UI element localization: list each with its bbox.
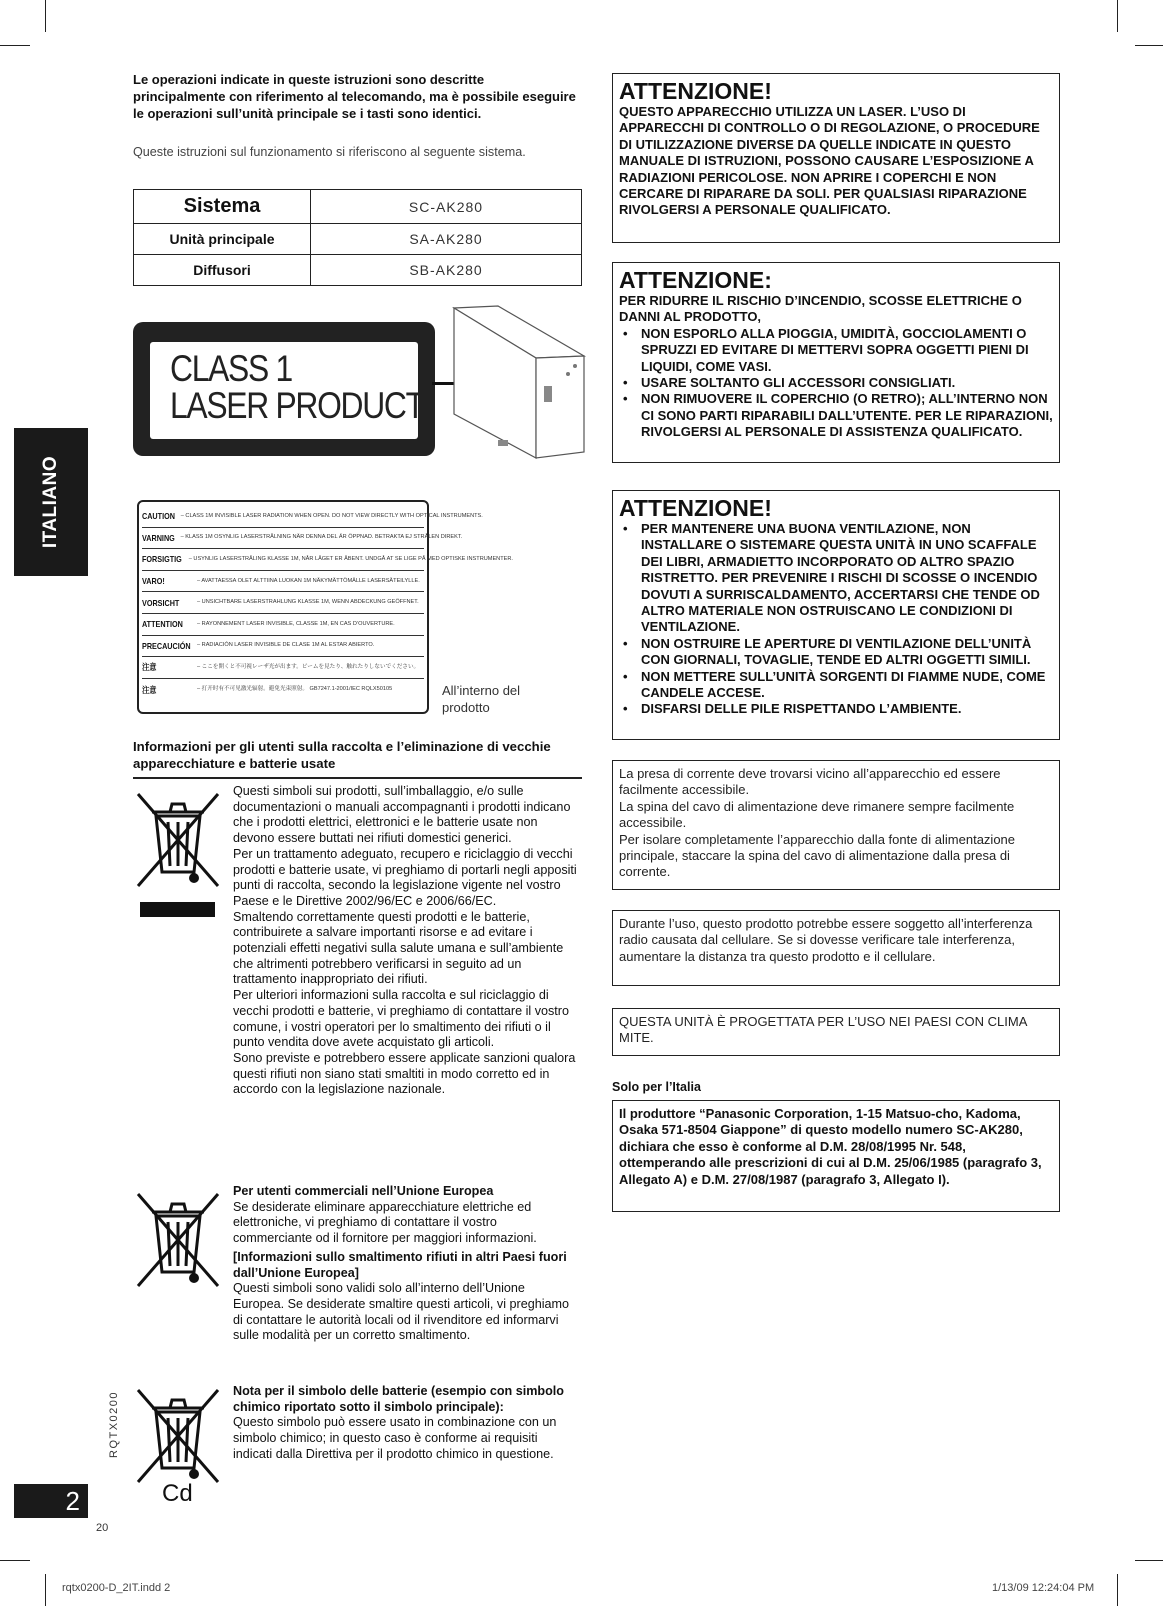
page-number: 2 <box>14 1484 88 1518</box>
warning-key: VARO! <box>142 576 165 587</box>
box-heading: ATTENZIONE: <box>619 267 772 293</box>
intro-bold: Le operazioni indicate in queste istruzioni sono descritte principalmente con riferimento al telecomando, ma è possibile eseguire le operazioni sull’unità principale se i tasti sono identici. <box>133 72 576 121</box>
table-row <box>134 190 582 224</box>
box-text: QUESTO APPARECCHIO UTILIZZA UN LASER. L’USO DI APPARECCHI DI CONTROLLO O DI REGOLAZIONE, O PROCEDURE DI UTILIZZAZIONE DIVERSE DA QUELLE INDICATE IN QUESTO MANUALE DI ISTRUZIONI, POSSONO CAUSARE L’ESPOSIZIONE A RADIAZIONI PERICOLOSE. NON APRIRE I COPERCHI E NON CERCARE DI RIPARARE DA SOLI. PER QUALSIASI RIPARAZIONE RIVOLGERSI A PERSONALE QUALIFICATO. <box>619 104 1040 218</box>
warning-key: 注意 <box>142 684 157 695</box>
box-heading: ATTENZIONE! <box>619 495 772 521</box>
waste-para: Per ulteriori informazioni sulla raccolta e sul riciclaggio di vecchi prodotti e batterie, vi preghiamo di contattare il vostro comune, i vostri operatori per lo smaltimento dei rifiuti o il punto vendita dove avete acquistato gli articoli. <box>233 988 570 1050</box>
warning-text: – AVATTAESSA OLET ALTTIINA LUOKAN 1M NÄKYMÄTTÖMÄLLE LASERSÄTEILYLLE. <box>197 577 420 584</box>
inside-product-caption <box>442 682 542 716</box>
outside-eu-text: Questi simboli sono validi solo all’interno dell’Unione Europea. Se desiderate smaltire questi articoli, vi preghiamo di contattare le autorità locali od il rivenditore ed informarvi sulle modalità per un corretto smaltimento. <box>233 1281 570 1343</box>
list-item: • NON RIMUOVERE IL COPERCHIO (O RETRO); ALL’INTERNO NON CI SONO PARTI RIPARABILI DALL’UTENTE. PER LE RIPARAZIONI, RIVOLGERSI AL PERSONALE DI ASSISTENZA QUALIFICATO. <box>619 391 1053 440</box>
climate-box <box>612 1008 1060 1056</box>
crop-mark <box>1117 1574 1118 1606</box>
box-intro: PER RIDURRE IL RISCHIO D’INCENDIO, SCOSSE ELETTRICHE O DANNI AL PRODOTTO, <box>619 293 1022 325</box>
box-line: Per isolare completamente l’apparecchio dalla fonte di alimentazione principale, staccare la spina del cavo di alimentazione dalla presa di corrente. <box>619 831 1016 880</box>
warning-key: 注意 <box>142 662 157 673</box>
warning-key: VORSICHT <box>142 597 180 608</box>
waste-para: Questi simboli sui prodotti, sull’imballaggio, e/o sulle documentazioni o manuali accompagnanti i prodotti indicano che i prodotti elettrici, elettronici e le batterie usate non devono essere buttati nei rifiuti domestici generici. <box>233 784 571 846</box>
warning-text: – 打开时有不可见激光辐射。避免光束照射。 GB7247.1-2001/IEC RQLX50105 <box>197 686 393 693</box>
list-item: • PER MANTENERE UNA BUONA VENTILAZIONE, NON INSTALLARE O SISTEMARE QUESTA UNITÀ IN UNO SCAFFALE DEI LIBRI, ARMADIETTO INCORPORATO OD ALTRO SPAZIO RISTRETTO. PER PREVENIRE I RISCHI DI SCOSSE O INCENDIO DOVUTI A SURRISCALDAMENTO, ACCERTARSI CHE TENDE OD ALTRO MATERIALE NON OSTRUISCANO LE CONDIZIONI DI VENTILAZIONE. <box>619 521 1053 636</box>
table-cell-label: Unità principale <box>134 224 311 255</box>
solo-italia-box <box>612 1100 1060 1212</box>
laser-label-line2: LASER PRODUCT <box>170 385 424 426</box>
crossed-bin-icon <box>132 1382 222 1487</box>
warning-key: CAUTION <box>142 511 175 522</box>
solo-italia-title: Solo per l’Italia <box>612 1080 701 1094</box>
warning-text: – RAYONNEMENT LASER INVISIBLE, CLASSE 1M, EN CAS D’OUVERTURE. <box>197 620 395 627</box>
crop-mark <box>1135 1560 1163 1561</box>
business-title: Per utenti commerciali nell’Unione Europea <box>233 1184 494 1198</box>
crop-mark <box>45 1574 46 1606</box>
box-line: La spina del cavo di alimentazione deve rimanere sempre facilmente accessibile. <box>619 798 1015 831</box>
list-item: • USARE SOLTANTO GLI ACCESSORI CONSIGLIATI. <box>619 375 1053 391</box>
crop-mark <box>0 45 30 46</box>
box-heading: ATTENZIONE! <box>619 78 772 104</box>
bin-underbar <box>140 902 215 917</box>
ventilation-warning-box <box>612 490 1060 740</box>
waste-para: Smaltendo correttamente questi prodotti e le batterie, contribuirete a salvare importanti risorse e ad evitare i potenziali effetti negativi sulla salute umana e sull’ambiente che altrimenti potrebbero verificarsi in seguito ad un trattamento inappropriato dei rifiuti. <box>233 909 564 987</box>
table-row <box>134 255 582 286</box>
warning-key: ATTENTION <box>142 619 183 630</box>
interference-box <box>612 910 1060 986</box>
battery-title: Nota per il simbolo delle batterie (esempio con simbolo chimico riportato sotto il simbolo principale): <box>233 1384 564 1414</box>
warning-row <box>142 506 483 528</box>
table-cell-value: SB-AK280 <box>311 255 582 286</box>
warning-row <box>142 528 463 550</box>
intro-light: Queste istruzioni sul funzionamento si riferiscono al seguente sistema. <box>133 145 526 159</box>
list-item: • NON ESPORLO ALLA PIOGGIA, UMIDITÀ, GOCCIOLAMENTI O SPRUZZI ED EVITARE DI METTERVI SOPRA OGGETTI PIENI DI LIQUIDI, COME VASI. <box>619 326 1053 375</box>
warning-row <box>142 614 424 636</box>
waste-para: Per un trattamento adeguato, recupero e riciclaggio di vecchi prodotti e batterie usate, vi preghiamo di portarli negli appositi punti di raccolta, secondo la legislazione vigente nel vostro Paese e le Direttive 2002/96/EC e 2006/66/EC. <box>233 846 577 908</box>
laser-warning-box <box>612 73 1060 243</box>
product-unit-illustration <box>448 302 590 462</box>
crossed-bin-icon <box>132 786 222 891</box>
list-item: • NON METTERE SULL’UNITÀ SORGENTI DI FIAMME NUDE, COME CANDELE ACCESE. <box>619 669 1053 702</box>
inside-caption-text: All’interno del prodotto <box>442 683 521 715</box>
warning-row <box>142 571 424 593</box>
warning-row <box>142 657 424 679</box>
language-tab <box>14 428 88 576</box>
crop-mark <box>1117 0 1118 32</box>
table-row <box>134 224 582 255</box>
warning-text: – CLASS 1M INVISIBLE LASER RADIATION WHEN OPEN. DO NOT VIEW DIRECTLY WITH OPTICAL INSTRUMENTS. <box>180 512 483 519</box>
fire-warning-box <box>612 262 1060 463</box>
crop-mark <box>1135 45 1163 46</box>
footer-timestamp: 1/13/09 12:24:04 PM <box>992 1582 1095 1594</box>
box-text: Durante l’uso, questo prodotto potrebbe essere soggetto all’interferenza radio causata dal cellulare. Se si dovesse verificare tale interferenza, aumentare la distanza tra questo prodotto e il cellulare. <box>619 916 1033 964</box>
warning-row <box>142 549 513 571</box>
warning-text: – ここを開くと不可視レーザ光が出ます。ビームを見たり、触れたりしないでください。 <box>197 663 420 670</box>
power-plug-box <box>612 760 1060 890</box>
warning-key: VARNING <box>142 532 175 543</box>
table-cell-label: Sistema <box>134 190 311 224</box>
warning-list <box>619 521 1053 718</box>
crop-mark <box>0 1560 30 1561</box>
footer-filename: rqtx0200-D_2IT.indd 2 <box>62 1582 171 1594</box>
business-section <box>233 1184 578 1344</box>
page-number-small: 20 <box>96 1522 109 1534</box>
box-text: QUESTA UNITÀ È PROGETTATA PER L’USO NEI PAESI CON CLIMA MITE. <box>619 1014 1027 1046</box>
language-tab-label: ITALIANO <box>40 455 61 549</box>
warning-row <box>142 592 424 614</box>
box-line: La presa di corrente deve trovarsi vicino all’apparecchio ed essere facilmente accessibile. <box>619 766 1001 798</box>
system-table <box>133 189 582 286</box>
waste-body <box>233 784 578 1098</box>
warning-row <box>142 636 424 658</box>
outside-eu-title: [Informazioni sullo smaltimento rifiuti in altri Paesi fuori dall’Unione Europea] <box>233 1249 567 1280</box>
laser-label-line1: CLASS 1 <box>170 348 292 389</box>
warning-key: FORSIGTIG <box>142 554 182 565</box>
business-text: Se desiderate eliminare apparecchiature elettriche ed elettroniche, vi preghiamo di contattare il vostro commerciante od il fornitore per maggiori informazioni. <box>233 1199 537 1246</box>
waste-section-title: Informazioni per gli utenti sulla raccolta e l’eliminazione di vecchie apparecchiature e batterie usate <box>133 739 551 771</box>
list-item: • NON OSTRUIRE LE APERTURE DI VENTILAZIONE DELL’UNITÀ CON GIORNALI, TOVAGLIE, TENDE ED ALTRI OGGETTI SIMILI. <box>619 636 1053 669</box>
table-cell-value: SC-AK280 <box>311 190 582 224</box>
warning-text: – KLASS 1M OSYNLIG LASERSTRÅLNING NÄR DENNA DEL ÄR ÖPPNAD. BETRAKTA EJ STRÅLEN DIREKT. <box>180 534 463 541</box>
battery-section <box>233 1384 578 1463</box>
warning-key: PRECAUCIÓN <box>142 640 191 651</box>
warning-text: – USYNLIG LASERSTRÅLING KLASSE 1M, NÅR LÅGET ER ÅBENT. UNDGÅ AT SE LIGE PÅ MED OPTISKE INSTRUMENTER. <box>188 555 513 562</box>
section-divider <box>133 777 582 779</box>
box-text: Il produttore “Panasonic Corporation, 1-15 Matsuo-cho, Kadoma, Osaka 571-8504 Giappone” di questo modello numero SC-AK280, dichiara che esso è conforme al D.M. 28/08/1995 Nr. 548, ottemperando alle prescrizioni di cui al D.M. 25/06/1985 (paragrafo 3, Allegato A) e D.M. 27/08/1987 (paragrafo 3, Allegato I). <box>619 1106 1042 1187</box>
table-cell-value: SA-AK280 <box>311 224 582 255</box>
doc-code: RQTX0200 <box>108 1390 120 1458</box>
battery-text: Questo simbolo può essere usato in combinazione con un simbolo chimico; in questo caso è conforme ai requisiti indicati dalla Direttiva per il prodotto chimico in questione. <box>233 1415 557 1461</box>
cadmium-symbol: Cd <box>162 1480 193 1507</box>
laser-class-label <box>133 322 435 456</box>
laser-class-label-inner <box>150 342 424 439</box>
warning-text: – RADIACIÓN LASER INVISIBLE DE CLASE 1M AL ESTAR ABIERTO. <box>197 642 375 649</box>
warning-list <box>619 326 1053 441</box>
warning-text: – UNSICHTBARE LASERSTRAHLUNG KLASSE 1M, WENN ABDECKUNG GEÖFFNET. <box>197 599 419 606</box>
crossed-bin-icon <box>132 1186 222 1291</box>
waste-para: Sono previste e potrebbero essere applicate sanzioni qualora questi rifiuti non siano stati smaltiti in modo corretto ed in accordo con la legislazione nazionale. <box>233 1050 576 1097</box>
list-item: • DISFARSI DELLE PILE RISPETTANDO L’AMBIENTE. <box>619 701 1053 717</box>
crop-mark <box>45 0 46 32</box>
table-cell-label: Diffusori <box>134 255 311 286</box>
warning-row <box>142 679 424 701</box>
